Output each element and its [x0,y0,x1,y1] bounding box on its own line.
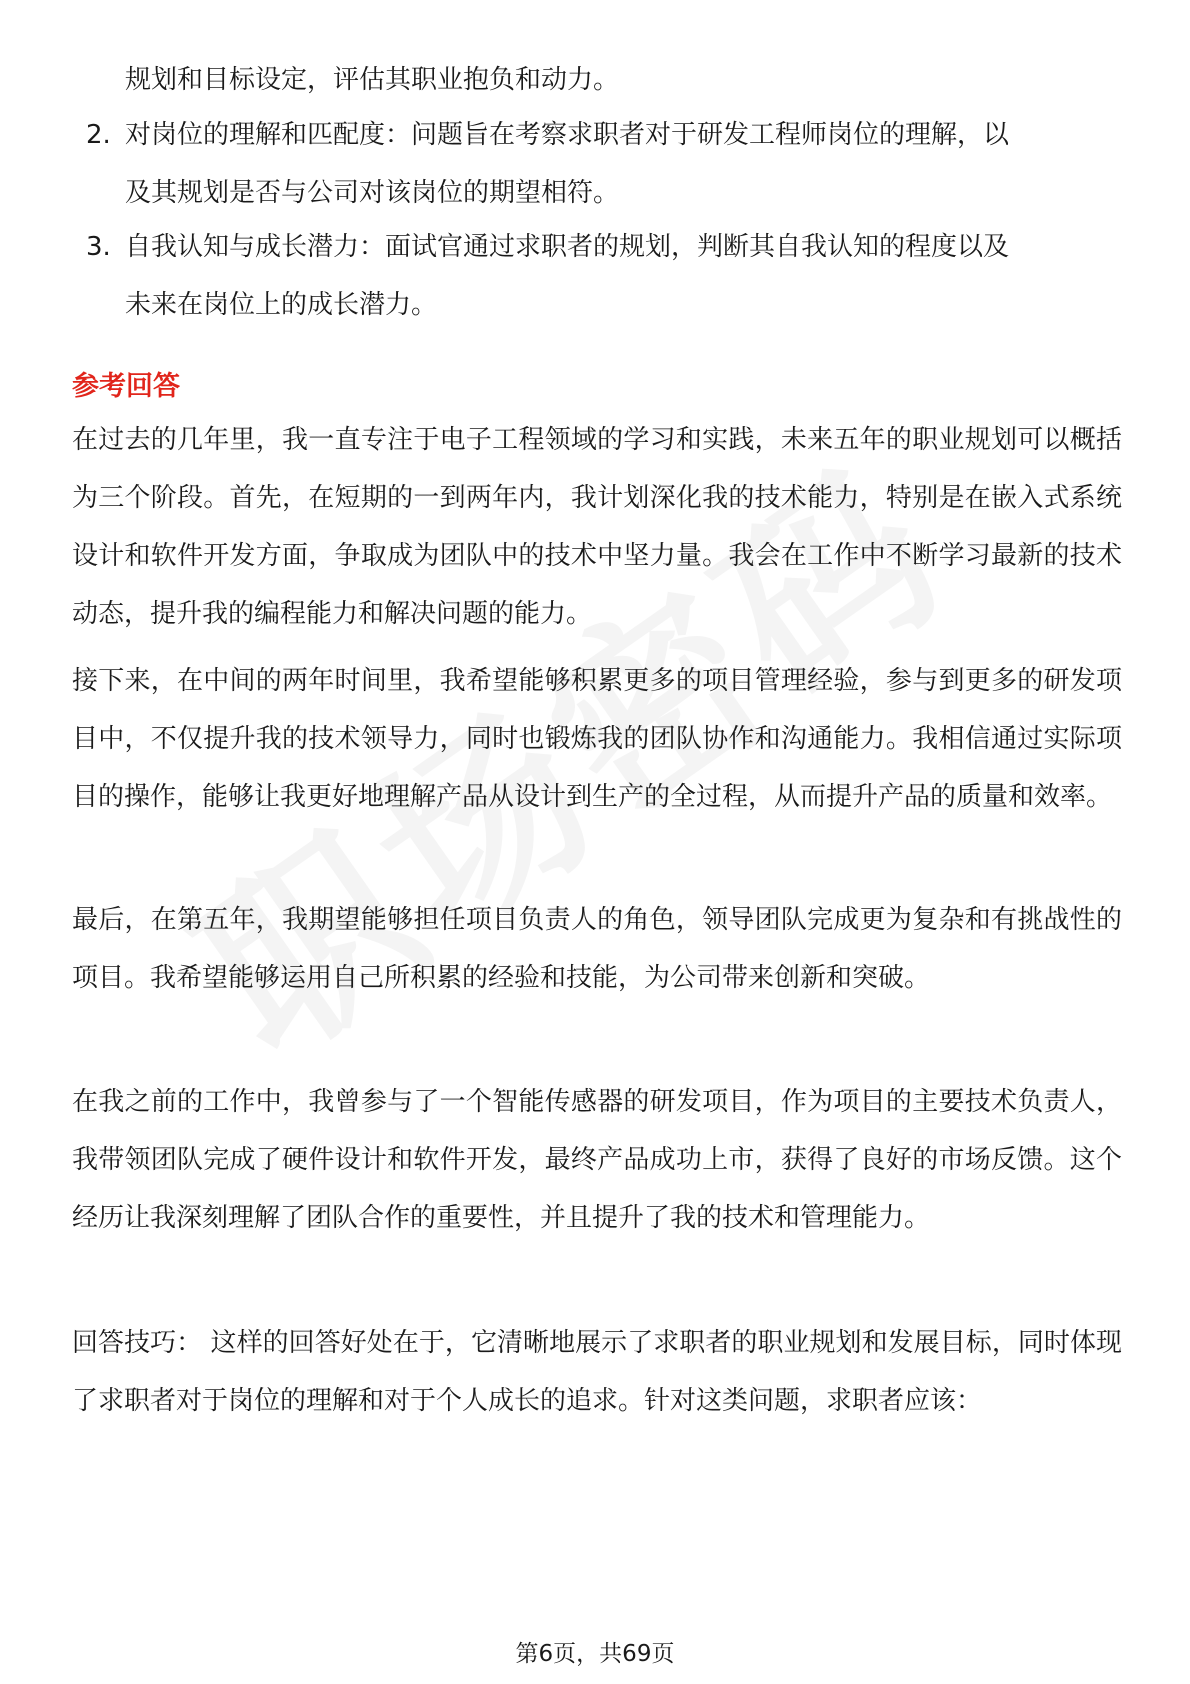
section-heading: 参考回答 [72,371,180,402]
paragraph-3: 最后，在第五年，我期望能够担任项目负责人的角色，领导团队完成更为复杂和有挑战性的项目。我希望能够运用自己所积累的经验和技能，为公司带来创新和突破。 [72,905,1122,993]
page-footer: 第6页，共69页 [515,1641,675,1667]
list-number: 3. [86,232,111,262]
list-item-1-continuation: 规划和目标设定，评估其职业抱负和动力。 [125,65,620,95]
list-item-line: 及其规划是否与公司对该岗位的期望相符。 [125,178,620,208]
list-item-2 [72,106,1122,222]
paragraph-1: 在过去的几年里，我一直专注于电子工程领域的学习和实践，未来五年的职业规划可以概括为三个阶段。首先，在短期的一到两年内，我计划深化我的技术能力，特别是在嵌入式系统设计和软件开发方面，争取成为团队中的技术中坚力量。我会在工作中不断学习最新的技术动态，提升我的编程能力和解决问题的能力。 [72,425,1122,629]
list-item-3 [72,218,1122,334]
list-item-line: 未来在岗位上的成长潜力。 [125,290,438,320]
paragraph-4: 在我之前的工作中，我曾参与了一个智能传感器的研发项目，作为项目的主要技术负责人，我带领团队完成了硬件设计和软件开发，最终产品成功上市，获得了良好的市场反馈。这个经历让我深刻理解了团队合作的重要性，并且提升了我的技术和管理能力。 [72,1087,1122,1233]
paragraph-5: 回答技巧： 这样的回答好处在于，它清晰地展示了求职者的职业规划和发展目标，同时体现了求职者对于岗位的理解和对于个人成长的追求。针对这类问题，求职者应该： [72,1328,1122,1416]
list-number: 2. [86,120,111,150]
list-item-line: 对岗位的理解和匹配度：问题旨在考察求职者对于研发工程师岗位的理解，以 [125,120,1010,150]
list-item-line: 自我认知与成长潜力：面试官通过求职者的规划，判断其自我认知的程度以及 [125,232,1010,262]
paragraph-2: 接下来，在中间的两年时间里，我希望能够积累更多的项目管理经验，参与到更多的研发项目中，不仅提升我的技术领导力，同时也锻炼我的团队协作和沟通能力。我相信通过实际项目的操作，能够让我更好地理解产品从设计到生产的全过程，从而提升产品的质量和效率。 [72,666,1122,812]
numbered-list [72,106,1122,334]
